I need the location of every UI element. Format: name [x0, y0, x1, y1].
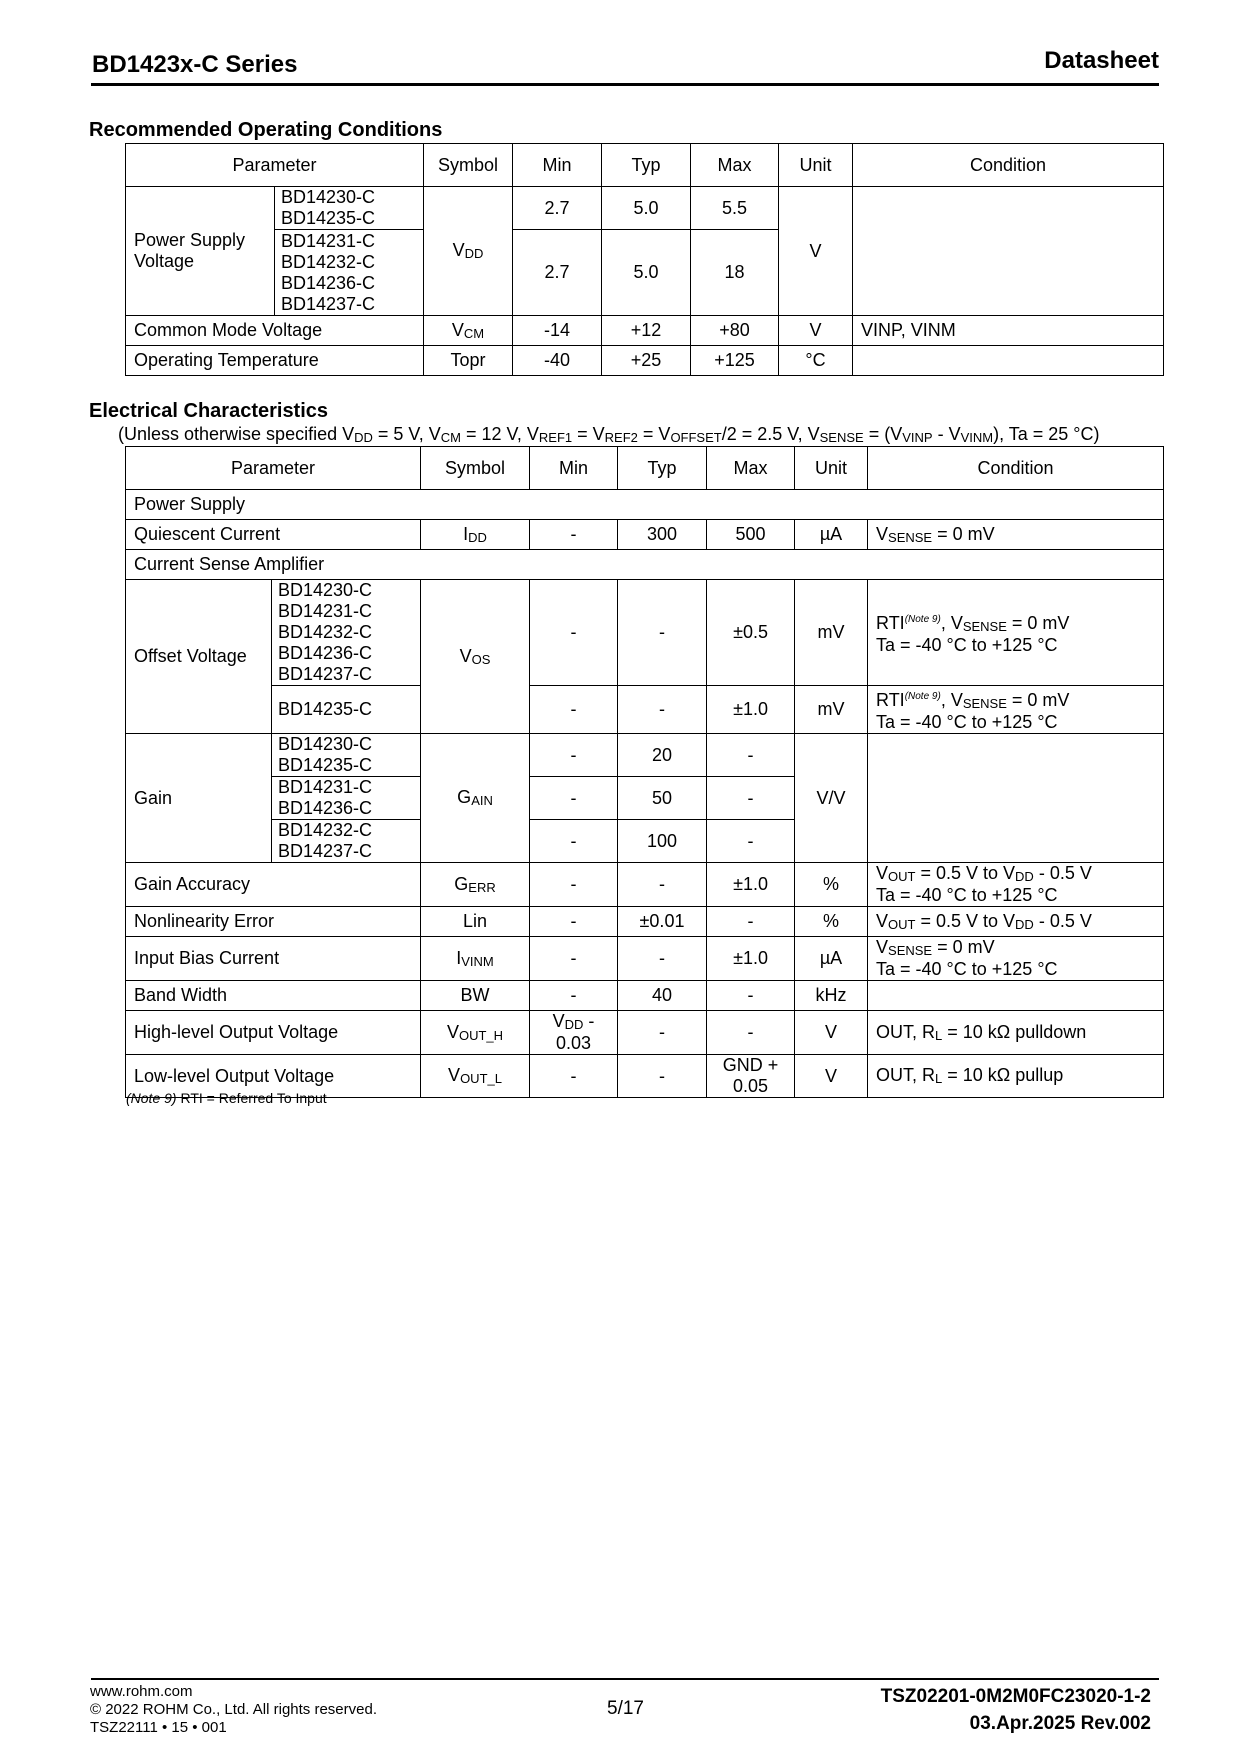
cell-max: - — [707, 981, 795, 1011]
col-header-symbol: Symbol — [424, 144, 513, 187]
col-header-typ: Typ — [602, 144, 691, 187]
cell-typ: 50 — [618, 777, 707, 820]
cell-max: - — [707, 777, 795, 820]
symbol-vdd: VDD — [424, 187, 513, 316]
cell-min: 2.7 — [513, 187, 602, 230]
category-current-sense-amplifier: Current Sense Amplifier — [126, 550, 1164, 580]
cell-condition: RTI$^{(Note 9)}$, VSENSE = 0 mV Ta = -40 °C to +125 °C — [868, 580, 1164, 686]
cell-typ: - — [618, 686, 707, 734]
table-row — [126, 580, 1164, 686]
cell-condition: OUT, RL = 10 kΩ pullup — [868, 1055, 1164, 1098]
table-row — [126, 187, 1164, 230]
cell-max: 500 — [707, 520, 795, 550]
col-header-typ: Typ — [618, 447, 707, 490]
symbol-gain: GAIN — [421, 734, 530, 863]
cell-unit: mV — [795, 580, 868, 686]
col-header-min: Min — [513, 144, 602, 187]
symbol-lin: Lin — [421, 907, 530, 937]
param-power-supply-voltage: Power Supply Voltage — [126, 187, 275, 316]
cell-unit: °C — [779, 346, 853, 376]
footer-url[interactable]: www.rohm.com — [90, 1683, 193, 1700]
symbol-vcm: VCM — [424, 316, 513, 346]
cell-condition: VOUT = 0.5 V to VDD - 0.5 V — [868, 907, 1164, 937]
part-list: BD14230-C BD14235-C — [275, 187, 424, 230]
ec-table — [125, 446, 1164, 1098]
cell-max: 18 — [691, 230, 779, 316]
part-list: BD14230-C BD14235-C — [272, 734, 421, 777]
symbol-topr: Topr — [424, 346, 513, 376]
cell-max: ±0.5 — [707, 580, 795, 686]
cell-max: - — [707, 820, 795, 863]
symbol-bw: BW — [421, 981, 530, 1011]
cell-min: - — [530, 777, 618, 820]
part-list: BD14231-C BD14232-C BD14236-C BD14237-C — [275, 230, 424, 316]
roc-table — [125, 143, 1164, 376]
cell-min: 2.7 — [513, 230, 602, 316]
cell-typ: 5.0 — [602, 187, 691, 230]
cell-unit: kHz — [795, 981, 868, 1011]
roc-header-row — [126, 144, 1164, 187]
table-row — [126, 346, 1164, 376]
cell-max: - — [707, 1011, 795, 1055]
param-band-width: Band Width — [126, 981, 421, 1011]
series-title: BD1423x-C Series — [92, 51, 298, 78]
category-row — [126, 490, 1164, 520]
cell-condition — [868, 734, 1164, 863]
cell-max: 5.5 — [691, 187, 779, 230]
cell-typ: +25 — [602, 346, 691, 376]
cell-unit: µA — [795, 937, 868, 981]
symbol-vos: VOS — [421, 580, 530, 734]
table-row — [126, 1011, 1164, 1055]
table-row — [126, 734, 1164, 777]
table-row — [126, 686, 1164, 734]
cell-unit: µA — [795, 520, 868, 550]
part-list: BD14235-C — [272, 686, 421, 734]
cell-unit: V — [779, 316, 853, 346]
col-header-max: Max — [707, 447, 795, 490]
col-header-parameter: Parameter — [126, 447, 421, 490]
cell-min: -14 — [513, 316, 602, 346]
footnote: (Note 9) RTI = Referred To Input — [126, 1090, 327, 1106]
cell-min: - — [530, 907, 618, 937]
cell-condition: VINP, VINM — [853, 316, 1164, 346]
footer-copyright: © 2022 ROHM Co., Ltd. All rights reserved. — [90, 1701, 377, 1718]
cell-typ: - — [618, 1011, 707, 1055]
ec-section-title: Electrical Characteristics — [89, 400, 329, 422]
cell-condition: VOUT = 0.5 V to VDD - 0.5 V Ta = -40 °C to +125 °C — [868, 863, 1164, 907]
col-header-parameter: Parameter — [126, 144, 424, 187]
cell-typ: - — [618, 937, 707, 981]
param-nonlinearity-error: Nonlinearity Error — [126, 907, 421, 937]
cell-condition — [868, 981, 1164, 1011]
part-list: BD14230-C BD14231-C BD14232-C BD14236-C BD14237-C — [272, 580, 421, 686]
param-high-level-output-voltage: High-level Output Voltage — [126, 1011, 421, 1055]
header-rule — [91, 83, 1159, 86]
cell-typ: ±0.01 — [618, 907, 707, 937]
cell-typ: - — [618, 580, 707, 686]
cell-max: - — [707, 907, 795, 937]
table-row — [126, 907, 1164, 937]
cell-max: ±1.0 — [707, 863, 795, 907]
cell-typ: 100 — [618, 820, 707, 863]
cell-unit: % — [795, 907, 868, 937]
table-row — [126, 316, 1164, 346]
cell-max: - — [707, 734, 795, 777]
footer-rule — [91, 1678, 1159, 1680]
cell-min: VDD - 0.03 — [530, 1011, 618, 1055]
param-gain-accuracy: Gain Accuracy — [126, 863, 421, 907]
cell-unit: V — [779, 187, 853, 316]
symbol-idd: IDD — [421, 520, 530, 550]
cell-condition — [853, 187, 1164, 316]
table-row — [126, 937, 1164, 981]
col-header-condition: Condition — [868, 447, 1164, 490]
cell-condition: VSENSE = 0 mV — [868, 520, 1164, 550]
cell-min: - — [530, 863, 618, 907]
cell-min: - — [530, 520, 618, 550]
cell-min: - — [530, 1055, 618, 1098]
doc-type-label: Datasheet — [1044, 47, 1159, 74]
param-common-mode-voltage: Common Mode Voltage — [126, 316, 424, 346]
table-row — [126, 863, 1164, 907]
category-power-supply: Power Supply — [126, 490, 1164, 520]
cell-min: - — [530, 580, 618, 686]
cell-max: ±1.0 — [707, 686, 795, 734]
cell-min: - — [530, 937, 618, 981]
date-revision: 03.Apr.2025 Rev.002 — [969, 1713, 1151, 1734]
cell-max: +125 — [691, 346, 779, 376]
part-list: BD14231-C BD14236-C — [272, 777, 421, 820]
col-header-condition: Condition — [853, 144, 1164, 187]
param-operating-temperature: Operating Temperature — [126, 346, 424, 376]
param-offset-voltage: Offset Voltage — [126, 580, 272, 734]
col-header-unit: Unit — [795, 447, 868, 490]
col-header-max: Max — [691, 144, 779, 187]
param-input-bias-current: Input Bias Current — [126, 937, 421, 981]
category-row — [126, 550, 1164, 580]
roc-section-title: Recommended Operating Conditions — [89, 119, 443, 141]
symbol-gerr: GERR — [421, 863, 530, 907]
cell-unit: V/V — [795, 734, 868, 863]
table-row — [126, 520, 1164, 550]
cell-min: - — [530, 981, 618, 1011]
cell-unit: mV — [795, 686, 868, 734]
table-row — [126, 981, 1164, 1011]
cell-condition: RTI$^{(Note 9)}$, VSENSE = 0 mV Ta = -40 °C to +125 °C — [868, 686, 1164, 734]
cell-typ: 40 — [618, 981, 707, 1011]
cell-min: - — [530, 734, 618, 777]
col-header-unit: Unit — [779, 144, 853, 187]
cell-condition: OUT, RL = 10 kΩ pulldown — [868, 1011, 1164, 1055]
param-gain: Gain — [126, 734, 272, 863]
param-low-level-output-voltage: Low-level Output Voltage — [126, 1055, 421, 1098]
cell-typ: 300 — [618, 520, 707, 550]
cell-max: GND + 0.05 — [707, 1055, 795, 1098]
cell-unit: % — [795, 863, 868, 907]
ec-conditions-note: (Unless otherwise specified VDD = 5 V, VCM = 12 V, VREF1 = VREF2 = VOFFSET/2 = 2.5 V, VSENSE = (VVINP - VVINM), Ta = 25 °C) — [118, 424, 1100, 445]
cell-typ: 20 — [618, 734, 707, 777]
symbol-vout-l: VOUT_L — [421, 1055, 530, 1098]
cell-min: -40 — [513, 346, 602, 376]
page-number: 5/17 — [607, 1698, 644, 1719]
footer-code: TSZ22111 • 15 • 001 — [90, 1719, 227, 1736]
cell-unit: V — [795, 1011, 868, 1055]
cell-min: - — [530, 686, 618, 734]
cell-max: +80 — [691, 316, 779, 346]
cell-typ: - — [618, 1055, 707, 1098]
part-list: BD14232-C BD14237-C — [272, 820, 421, 863]
param-quiescent-current: Quiescent Current — [126, 520, 421, 550]
doc-id: TSZ02201-0M2M0FC23020-1-2 — [880, 1686, 1151, 1707]
cell-typ: +12 — [602, 316, 691, 346]
ec-header-row — [126, 447, 1164, 490]
cell-typ: - — [618, 863, 707, 907]
col-header-symbol: Symbol — [421, 447, 530, 490]
cell-unit: V — [795, 1055, 868, 1098]
cell-condition: VSENSE = 0 mV Ta = -40 °C to +125 °C — [868, 937, 1164, 981]
cell-max: ±1.0 — [707, 937, 795, 981]
symbol-ivinm: IVINM — [421, 937, 530, 981]
cell-min: - — [530, 820, 618, 863]
symbol-vout-h: VOUT_H — [421, 1011, 530, 1055]
col-header-min: Min — [530, 447, 618, 490]
cell-condition — [853, 346, 1164, 376]
cell-typ: 5.0 — [602, 230, 691, 316]
